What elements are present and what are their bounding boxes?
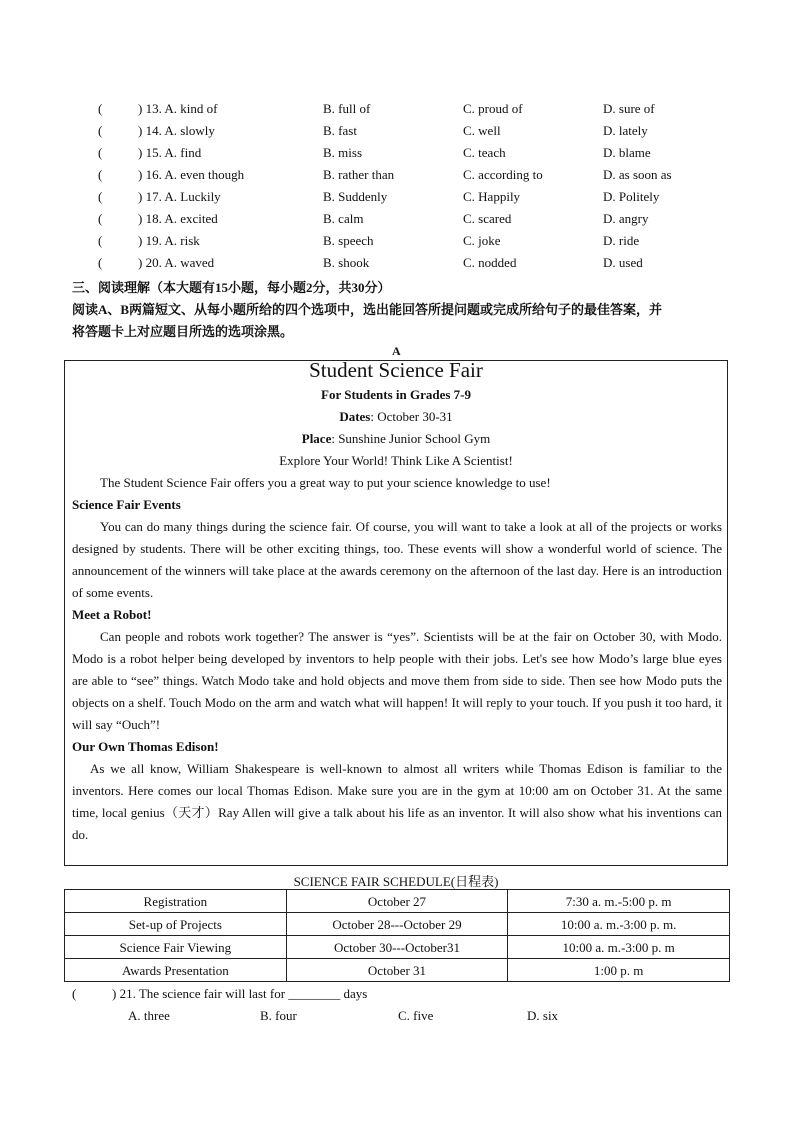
- schedule-event: Science Fair Viewing: [65, 936, 287, 959]
- ad-place: [64, 431, 728, 447]
- edison-heading: Our Own Thomas Edison!: [72, 739, 219, 754]
- answer-paren[interactable]: (: [98, 233, 103, 248]
- ad-dates: [64, 409, 728, 425]
- option-b: B. rather than: [323, 167, 395, 182]
- question-number-option-a: ) 16. A. even though: [138, 167, 245, 182]
- schedule-date: October 28---October 29: [286, 913, 508, 936]
- schedule-table: [64, 889, 730, 982]
- option-c: C. according to: [463, 167, 543, 182]
- option-b: B. Suddenly: [323, 189, 388, 204]
- place-value: : Sunshine Junior School Gym: [331, 431, 491, 446]
- question-row: [98, 211, 738, 233]
- schedule-event: Registration: [65, 890, 287, 913]
- section-instruction: 将答题卡上对应题目所选的选项涂黑。: [72, 324, 294, 339]
- answer-paren[interactable]: (: [98, 189, 103, 204]
- option-c: C. well: [463, 123, 501, 138]
- answer-paren[interactable]: (: [98, 167, 103, 182]
- schedule-time: 10:00 a. m.-3:00 p. m.: [508, 913, 730, 936]
- dates-value: : October 30-31: [370, 409, 453, 424]
- option-d: D. Politely: [603, 189, 660, 204]
- schedule-time: 10:00 a. m.-3:00 p. m: [508, 936, 730, 959]
- q21-stem: ) 21. The science fair will last for ________ days: [112, 986, 368, 1001]
- schedule-event: Set-up of Projects: [65, 913, 287, 936]
- schedule-event: Awards Presentation: [65, 959, 287, 982]
- answer-paren[interactable]: (: [98, 211, 103, 226]
- option-b: B. fast: [323, 123, 357, 138]
- events-heading: Science Fair Events: [72, 497, 181, 512]
- schedule-time: 7:30 a. m.-5:00 p. m: [508, 890, 730, 913]
- option-d: D. lately: [603, 123, 648, 138]
- ad-slogan: Explore Your World! Think Like A Scientist!: [279, 453, 513, 468]
- schedule-date: October 30---October31: [286, 936, 508, 959]
- place-label: Place: [301, 431, 332, 446]
- question-row: [98, 255, 738, 277]
- option-d: D. angry: [603, 211, 649, 226]
- question-row: [98, 145, 738, 167]
- option-d: D. as soon as: [603, 167, 672, 182]
- question-number-option-a: ) 14. A. slowly: [138, 123, 215, 138]
- events-paragraph: You can do many things during the science fair. Of course, you will want to take a look at all of the projects or works designed by students. There will be other exciting things, too. These events will show a wonderful world of science. The announcement of the winners will take place at the awards ceremony on the afternoon of the last day. Here is an introduction of some events.: [72, 519, 722, 600]
- option-c: C. joke: [463, 233, 501, 248]
- option-b: B. shook: [323, 255, 370, 270]
- ad-intro: The Student Science Fair offers you a great way to put your science knowledge to use!: [100, 475, 551, 490]
- question-row: [98, 167, 738, 189]
- schedule-time: 1:00 p. m: [508, 959, 730, 982]
- question-number-option-a: ) 13. A. kind of: [138, 101, 218, 116]
- passage-label: A: [392, 344, 401, 358]
- option-d: D. used: [603, 255, 643, 270]
- q21-option-c: C. five: [398, 1008, 434, 1023]
- option-b: B. speech: [323, 233, 374, 248]
- dates-label: Dates: [339, 409, 371, 424]
- table-row: [65, 936, 730, 959]
- option-c: C. proud of: [463, 101, 523, 116]
- option-b: B. full of: [323, 101, 371, 116]
- answer-paren[interactable]: (: [98, 123, 103, 138]
- table-row: [65, 913, 730, 936]
- ad-title: Student Science Fair: [309, 358, 483, 382]
- question-number-option-a: ) 18. A. excited: [138, 211, 218, 226]
- question-number-option-a: ) 17. A. Luckily: [138, 189, 221, 204]
- table-row: [65, 890, 730, 913]
- q21-option-b: B. four: [260, 1008, 297, 1023]
- option-b: B. miss: [323, 145, 363, 160]
- option-d: D. ride: [603, 233, 640, 248]
- question-row: [98, 233, 738, 255]
- option-c: C. nodded: [463, 255, 517, 270]
- table-row: [65, 959, 730, 982]
- robot-paragraph: Can people and robots work together? The answer is “yes”. Scientists will be at the fair on October 30, with Modo. Modo is a robot helper being developed by inventors to help people with their jobs. Let's see how Modo’s large blue eyes are able to “see” things. Watch Modo take and hold objects and move them from side to side. Then see how Modo puts the objects on a shelf. Touch Modo on the arm and watch what will happen! It will reply to your touch. If you push it too hard, it will say “Ouch”!: [72, 629, 722, 732]
- question-row: [98, 101, 738, 123]
- q21-option-d: D. six: [527, 1008, 559, 1023]
- q21-paren[interactable]: (: [72, 986, 77, 1001]
- answer-paren[interactable]: (: [98, 101, 103, 116]
- ad-grades: For Students in Grades 7-9: [321, 387, 471, 402]
- q21-option-a: A. three: [128, 1008, 170, 1023]
- section-instruction: 阅读A、B两篇短文、从每小题所给的四个选项中，选出能回答所提问题或完成所给句子的最佳答案，并: [72, 302, 663, 317]
- question-row: [98, 123, 738, 145]
- option-b: B. calm: [323, 211, 364, 226]
- robot-heading: Meet a Robot!: [72, 607, 152, 622]
- option-c: C. teach: [463, 145, 506, 160]
- answer-paren[interactable]: (: [98, 145, 103, 160]
- schedule-caption: SCIENCE FAIR SCHEDULE(日程表): [293, 874, 499, 889]
- option-d: D. sure of: [603, 101, 655, 116]
- question-number-option-a: ) 20. A. waved: [138, 255, 215, 270]
- option-c: C. Happily: [463, 189, 521, 204]
- question-number-option-a: ) 19. A. risk: [138, 233, 200, 248]
- schedule-date: October 31: [286, 959, 508, 982]
- option-d: D. blame: [603, 145, 651, 160]
- edison-paragraph: As we all know, William Shakespeare is well-known to almost all writers while Thomas Edison is familiar to the inventors. Here comes our local Thomas Edison. Make sure you are in the gym at 10:00 am on October 31. At the same time, local genius（天才）Ray Allen will give a talk about his life as an inventor. It will also show what his inventions can do.: [72, 761, 722, 842]
- schedule-date: October 27: [286, 890, 508, 913]
- section-heading: 三、阅读理解（本大题有15小题，每小题2分，共30分）: [72, 280, 391, 295]
- question-row: [98, 189, 738, 211]
- question-number-option-a: ) 15. A. find: [138, 145, 202, 160]
- answer-paren[interactable]: (: [98, 255, 103, 270]
- option-c: C. scared: [463, 211, 512, 226]
